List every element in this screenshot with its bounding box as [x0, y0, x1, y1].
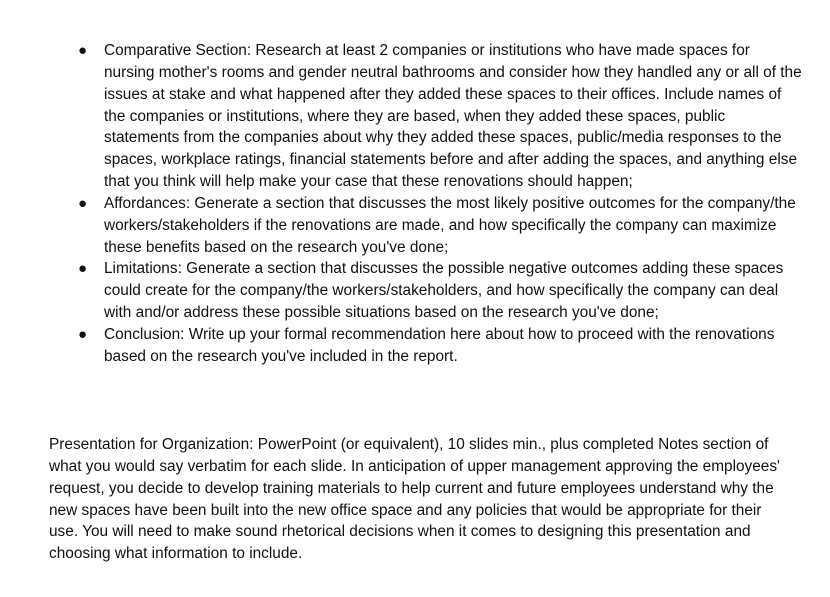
bullet-icon: ● [78, 260, 88, 278]
bullet-icon: ● [78, 194, 88, 212]
list-item-text: Limitations: Generate a section that discusses the possible negative outcomes adding these spaces could create for the company/the workers/stakeholders, and how specifically the company can deal with and/or address these possible situations based on the research you've done; [104, 260, 784, 322]
list-item-limitations [78, 258, 804, 324]
bullet-icon: ● [78, 42, 88, 59]
presentation-paragraph: Presentation for Organization: PowerPoint (or equivalent), 10 slides min., plus completed Notes section of what you would say verbatim for each slide. In anticipation of upper management approving the employees' request, you decide to develop training materials to help current and future employees understand why the new spaces have been built into the new office space and any policies that would be appropriate for their use. You will need to make sound rhetorical decisions when it comes to designing this presentation and choosing what information to include. [49, 436, 780, 563]
bullet-icon: ● [78, 325, 88, 343]
list-item-conclusion [78, 324, 804, 368]
list-item-comparative-section [78, 40, 804, 193]
list-item-text: Affordances: Generate a section that discusses the most likely positive outcomes for the company/the workers/stakeholders if the renovations are made, and how specifically the company can maximize these benefits based on the research you've done; [104, 194, 796, 256]
requirements-list [78, 40, 804, 368]
list-item-text: Comparative Section: Research at least 2 companies or institutions who have made spaces for nursing mother's rooms and gender neutral bathrooms and consider how they handled any or all of the issues at stake and what happened after they added these spaces to their offices. Include names of the companies or institutions, where they are based, when they added these spaces, public statements from the companies about why they added these spaces, public/media responses to the spaces, workplace ratings, financial statements before and after adding the spaces, and anything else that you think will help make your case that these renovations should happen; [104, 42, 802, 191]
list-item-text: Conclusion: Write up your formal recommendation here about how to proceed with the renovations based on the research you've included in the report. [104, 325, 775, 365]
list-item-affordances [78, 193, 804, 259]
